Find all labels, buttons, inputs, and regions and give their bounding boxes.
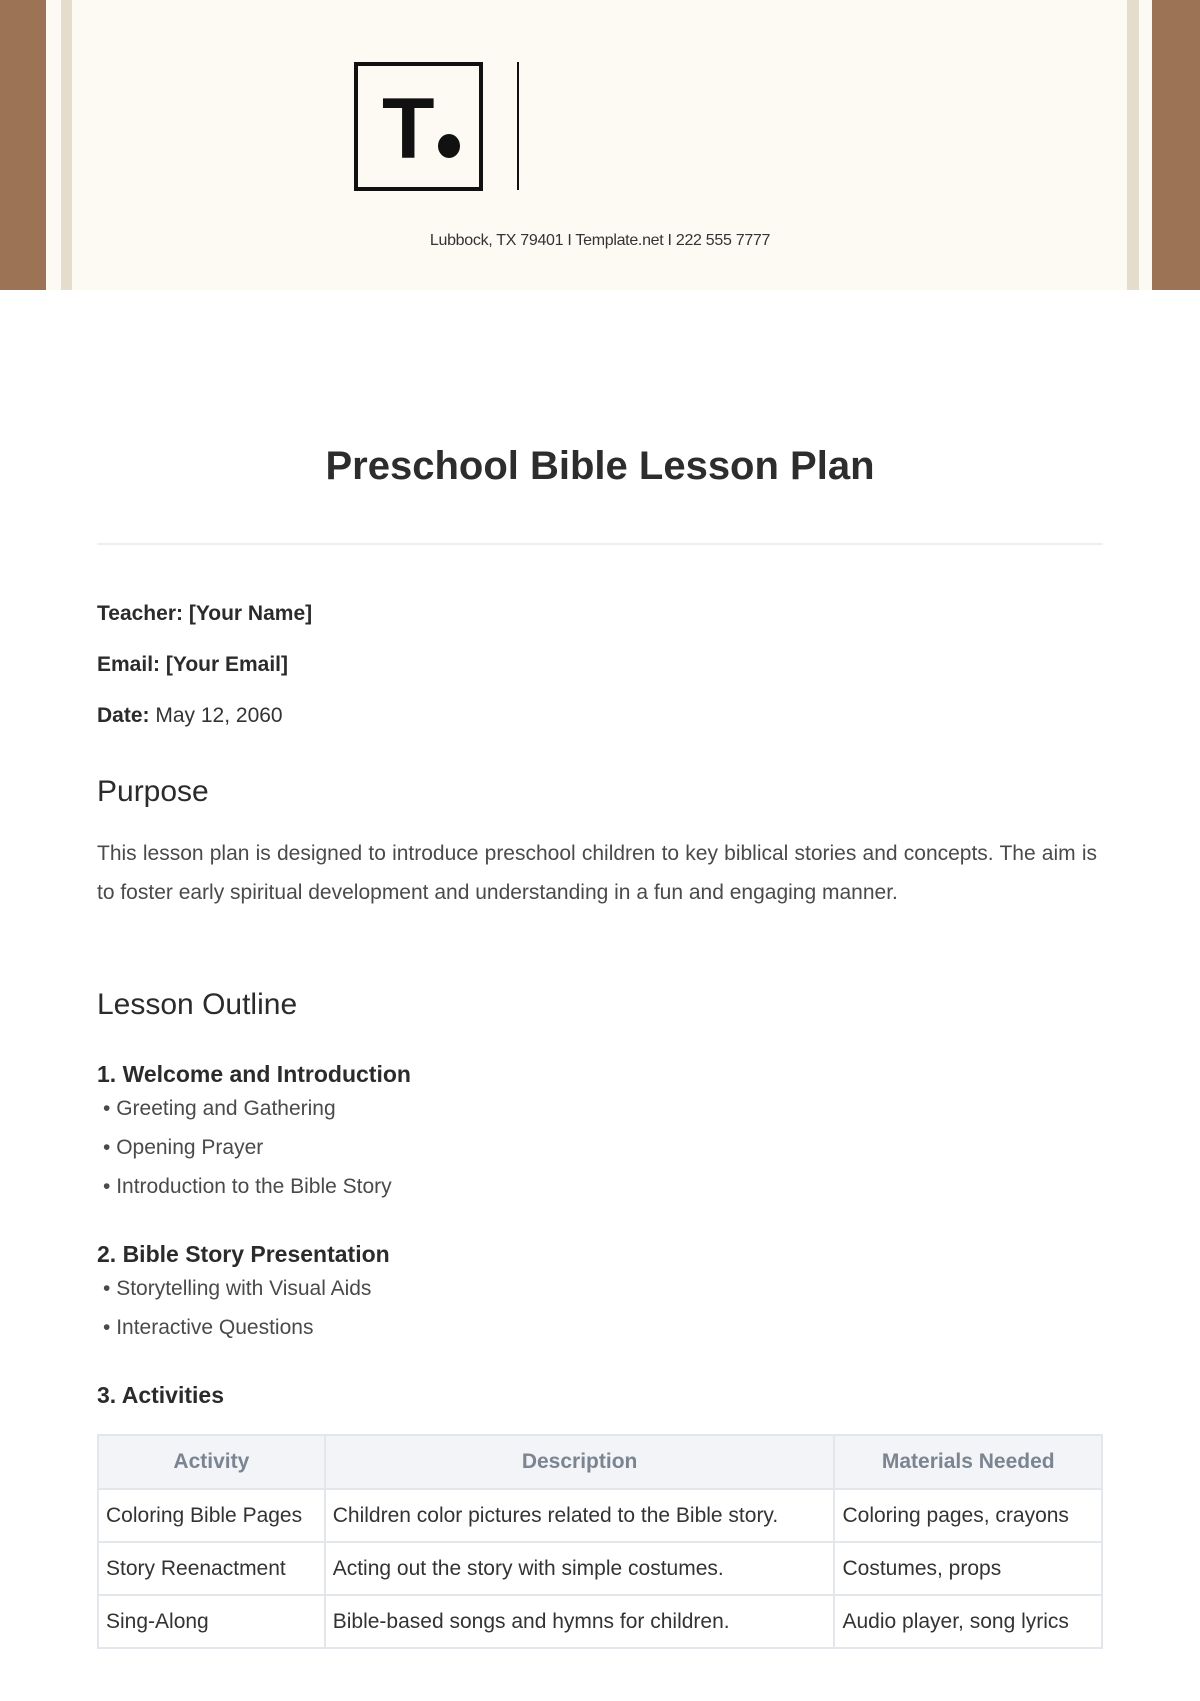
logo-dot xyxy=(438,134,460,158)
table-header-row xyxy=(98,1435,1102,1489)
date-value: May 12, 2060 xyxy=(155,704,283,727)
teacher-value: [Your Name] xyxy=(188,602,313,625)
section-title: 2. Bible Story Presentation xyxy=(97,1241,390,1267)
section-title: 1. Welcome and Introduction xyxy=(97,1061,411,1087)
document-title: Preschool Bible Lesson Plan xyxy=(325,444,875,488)
list-item: • Interactive Questions xyxy=(103,1316,314,1339)
column-header: Activity xyxy=(98,1435,325,1489)
column-header: Description xyxy=(325,1435,835,1489)
lesson-outline-heading: Lesson Outline xyxy=(97,988,298,1021)
list-item: • Greeting and Gathering xyxy=(103,1097,336,1120)
table-row xyxy=(98,1595,1102,1648)
purpose-heading: Purpose xyxy=(97,775,209,808)
section-title: 3. Activities xyxy=(97,1382,224,1408)
email-value: [Your Email] xyxy=(165,653,288,676)
title-divider xyxy=(97,543,1103,545)
company-logo xyxy=(354,62,483,191)
table-cell: Costumes, props xyxy=(834,1542,1102,1595)
letterhead xyxy=(0,0,1200,290)
activities-table xyxy=(97,1434,1103,1649)
table-cell: Story Reenactment xyxy=(98,1542,325,1595)
teacher-line xyxy=(97,602,312,626)
table-row xyxy=(98,1542,1102,1595)
purpose-text: This lesson plan is designed to introduce preschool children to key biblical stories and concepts. The aim is to foster early spiritual development and understanding in a fun and engaging manner. xyxy=(97,842,1097,904)
table-cell: Audio player, song lyrics xyxy=(834,1595,1102,1648)
logo-divider xyxy=(517,62,519,190)
list-item: • Opening Prayer xyxy=(103,1136,264,1159)
date-line xyxy=(97,704,283,728)
table-cell: Bible-based songs and hymns for children. xyxy=(325,1595,835,1648)
logo-letter: T xyxy=(382,81,431,177)
table-row xyxy=(98,1489,1102,1542)
teacher-label: Teacher: xyxy=(97,602,183,625)
table-cell: Children color pictures related to the Bible story. xyxy=(325,1489,835,1542)
list-item: • Introduction to the Bible Story xyxy=(103,1175,392,1198)
contact-info: Lubbock, TX 79401 I Template.net I 222 555 7777 xyxy=(429,232,771,249)
date-label: Date: xyxy=(97,704,150,727)
email-line xyxy=(97,653,288,677)
table-cell: Coloring pages, crayons xyxy=(834,1489,1102,1542)
table-cell: Coloring Bible Pages xyxy=(98,1489,325,1542)
email-label: Email: xyxy=(97,653,161,676)
table-cell: Acting out the story with simple costumes. xyxy=(325,1542,835,1595)
column-header: Materials Needed xyxy=(834,1435,1102,1489)
table-cell: Sing-Along xyxy=(98,1595,325,1648)
list-item: • Storytelling with Visual Aids xyxy=(103,1277,372,1300)
